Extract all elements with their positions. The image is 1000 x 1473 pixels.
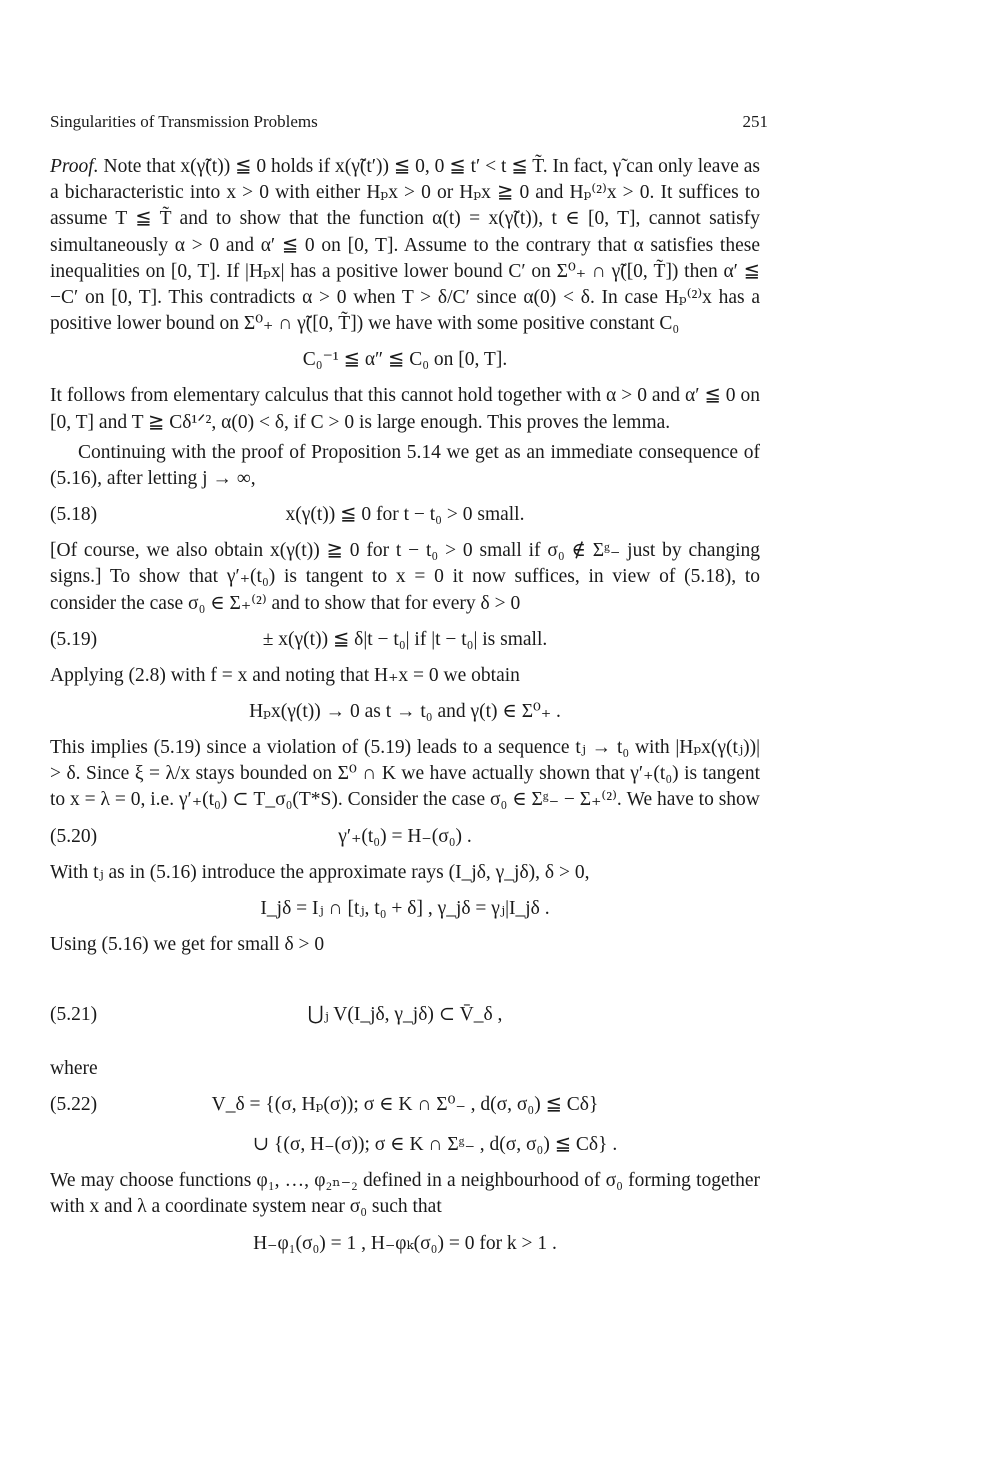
equation-bound bbox=[50, 343, 760, 377]
equation-formula-5-22-line2: ∪ {(σ, H₋(σ)); σ ∈ K ∩ Σᵍ₋ , d(σ, σ₀) ≦ Cδ} . bbox=[252, 1134, 618, 1156]
equation-5-18 bbox=[50, 498, 760, 532]
equation-5-19 bbox=[50, 623, 760, 657]
paragraph-follows: It follows from elementary calculus that this cannot hold together with α > 0 and α′ ≦ 0 on [0, T] and T ≧ Cδ¹ᐟ², α(0) < δ, if C > 0 is large enough. This proves the lemma. bbox=[50, 385, 760, 433]
running-header bbox=[50, 112, 768, 132]
equation-tag-5-18: (5.18) bbox=[50, 504, 98, 526]
paragraph-choose: We may choose functions φ₁, …, φ₂ₙ₋₂ defined in a neighbourhood of σ₀ forming together with x and λ a coordinate system near σ₀ such that bbox=[50, 1170, 760, 1218]
equation-tag-5-20: (5.20) bbox=[50, 825, 98, 847]
equation-formula-5-20: γ′₊(t₀) = H₋(σ₀) . bbox=[338, 825, 472, 847]
equation-final-formula: H₋φ₁(σ₀) = 1 , H₋φₖ(σ₀) = 0 for k > 1 . bbox=[253, 1232, 557, 1254]
equation-5-22 bbox=[50, 1088, 760, 1122]
equation-final bbox=[50, 1227, 760, 1261]
equation-5-22-continued bbox=[50, 1128, 760, 1162]
paragraph-implies: This implies (5.19) since a violation of (5.19) leads to a sequence tⱼ → t₀ with |Hₚx(γ(tⱼ))| > δ. Since ξ = λ/x stays bounded on Σ⁰ ∩ K we have actually shown that γ′₊(t₀) is tangent to x = λ = 0, i.e. γ′₊(t₀) ⊂ T_σ₀(T*S). Consider the case σ₀ ∈ Σᵍ₋ − Σ₊⁽²⁾. We have to show bbox=[50, 737, 760, 811]
paragraph-continuing: Continuing with the proof of Proposition 5.14 we get as an immediate consequence of (5.16), after letting j → ∞, bbox=[50, 441, 760, 490]
paragraph-of-course: [Of course, we also obtain x(γ(t)) ≧ 0 for t − t₀ > 0 small if σ₀ ∉ Σᵍ₋ just by changing signs.] To show that γ′₊(t₀) is tangent to x = 0 it now suffices, in view of (5.18), to consider the case σ₀ ∈ Σ₊⁽²⁾ and to show that for every δ > 0 bbox=[50, 540, 760, 614]
equation-limit-formula: Hₚx(γ(t)) → 0 as t → t₀ and γ(t) ∈ Σ⁰₊ . bbox=[249, 701, 561, 723]
equation-formula-5-22-line1: V_δ = {(σ, Hₚ(σ)); σ ∈ K ∩ Σ⁰₋ , d(σ, σ₀) ≦ Cδ} bbox=[211, 1094, 599, 1116]
proof-label: Proof. bbox=[50, 156, 99, 177]
equation-formula-5-21: ⋃ⱼ V(I_jδ, γ_jδ) ⊂ V̄_δ , bbox=[307, 1004, 503, 1026]
proof-paragraph bbox=[50, 154, 760, 337]
equation-5-21 bbox=[50, 998, 760, 1050]
paragraph-using: Using (5.16) we get for small δ > 0 bbox=[50, 933, 325, 955]
equation-formula-5-18: x(γ(t)) ≦ 0 for t − t₀ > 0 small. bbox=[285, 504, 525, 526]
proof-text: Note that x(γ̃(t)) ≦ 0 holds if x(γ̃(t′)) ≦ 0, 0 ≦ t′ < t ≦ T̃. In fact, γ̃ can only leave as a bicharacteristic into x > 0 with either Hₚx > 0 or Hₚx ≧ 0 and Hₚ⁽²⁾x > 0. It suffices to assume T ≦ T̃ and to show that the function α(t) = x(γ̃(t)), t ∈ [0, T], cannot satisfy simultaneously α > 0 and α′ ≦ 0 on [0, T]. Assume to the contrary that α satisfies these inequalities on [0, T]. If |Hₚx| has a positive lower bound C′ on Σ⁰₊ ∩ γ̃([0, T̃]) then α′ ≦ −C′ on [0, T]. This contradicts α > 0 when T > δ/C′ since α(0) < δ. In case Hₚ⁽²⁾x has a positive lower bound on Σ⁰₊ ∩ γ̃([0, T̃]) we have with some positive constant C₀ bbox=[50, 156, 760, 335]
equation-tag-5-19: (5.19) bbox=[50, 628, 98, 650]
page-number: 251 bbox=[742, 112, 768, 131]
equation-tag-5-21: (5.21) bbox=[50, 1004, 98, 1026]
equation-limit bbox=[50, 695, 760, 729]
equation-5-20 bbox=[50, 820, 760, 854]
equation-tag-5-22: (5.22) bbox=[50, 1094, 98, 1116]
spacer bbox=[50, 962, 760, 992]
paragraph-where: where bbox=[50, 1058, 98, 1080]
equation-formula-5-19: ± x(γ(t)) ≦ δ|t − t₀| if |t − t₀| is small. bbox=[262, 628, 548, 650]
running-title: Singularities of Transmission Problems bbox=[50, 112, 318, 131]
paragraph-applying: Applying (2.8) with f = x and noting that H₊x = 0 we obtain bbox=[50, 664, 520, 686]
page-body bbox=[50, 154, 760, 1267]
equation-bound-formula: C₀⁻¹ ≦ α″ ≦ C₀ on [0, T]. bbox=[302, 349, 508, 371]
equation-rays bbox=[50, 892, 760, 926]
equation-rays-formula: I_jδ = Iⱼ ∩ [tⱼ, t₀ + δ] , γ_jδ = γⱼ|I_jδ . bbox=[260, 897, 550, 919]
paragraph-with: With tⱼ as in (5.16) introduce the approximate rays (I_jδ, γ_jδ), δ > 0, bbox=[50, 861, 590, 883]
